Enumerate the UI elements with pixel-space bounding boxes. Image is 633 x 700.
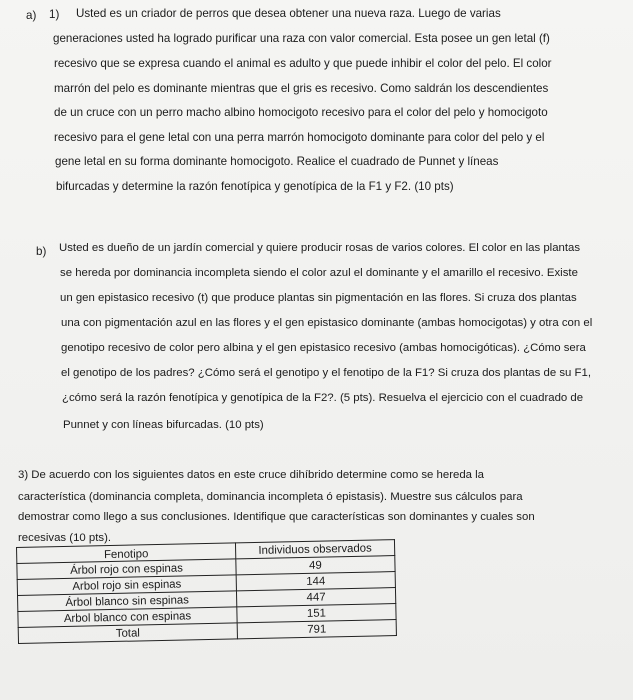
table-cell-phenotype: Árbol blanco sin espinas [18,591,237,612]
table-cell-phenotype: Arbol rojo sin espinas [17,575,236,596]
section-a-line: generaciones usted ha logrado purificar una raza con valor comercial. Esta posee un gen letal (f) [53,32,550,45]
section-b-line: ¿cómo será la razón fenotípica y genotípica de la F2?. (5 pts). Resuelva el ejercicio con el cuadrado de [62,392,584,404]
section-3-line: demostrar como llego a sus conclusiones. Identifique que características son dominantes y cuales son [18,511,535,523]
table-cell-count: 151 [237,604,396,623]
section-b-line: Punnet y con líneas bifurcadas. (10 pts) [63,419,264,431]
section-3-line: recesivas (10 pts). [18,532,112,544]
section-a-line: gene letal en su forma dominante homocigoto. Realice el cuadrado de Punnet y líneas [55,155,499,168]
section-b-line: el genotipo de los padres? ¿Cómo será el genotipo y el fenotipo de la F1? Si cruza dos plantas de su F1, [61,367,591,379]
section-b-line: una con pigmentación azul en las flores y el gen epistasico dominante (ambas homocigotas) y otra con el [61,317,593,329]
section-b-line: genotipo recesivo de color pero albina y el gen epistasico recesivo (ambas homocigóticas). ¿Cómo sera [61,342,586,354]
section-a-label: a) [26,9,37,22]
table-header-observed: Individuos observados [235,540,394,559]
section-3-line: 3) De acuerdo con los siguientes datos en este cruce dihíbrido determine como se hereda la [18,469,485,481]
section-a-line: marrón del pelo es dominante mientras que el gris es recesivo. Como saldrán los descendientes [54,82,549,95]
section-a-line: bifurcadas y determine la razón fenotípica y genotípica de la F1 y F2. (10 pts) [56,180,454,193]
phenotype-table [16,539,397,644]
section-3-line: característica (dominancia completa, dominancia incompleta ó epistasis). Muestre sus cálculos para [18,491,523,503]
table-cell-phenotype: Árbol rojo con espinas [17,559,236,580]
section-b-line: un gen epistasico recesivo (t) que produce plantas sin pigmentación en las flores. Si cruza dos plantas [60,292,577,304]
table-cell-phenotype: Arbol blanco con espinas [18,607,237,628]
section-b-line: Usted es dueño de un jardín comercial y quiere producir rosas de varios colores. El color en las plantas [59,242,581,254]
section-a-line: recesivo para el gene letal con una perra marrón homocigoto dominante para color del pelo y el [54,131,545,144]
section-a-line: Usted es un criador de perros que desea obtener una nueva raza. Luego de varias [76,7,501,20]
section-a-line: de un cruce con un perro macho albino homocigoto recesivo para el color del pelo y homocigoto [54,106,548,119]
section-b-label: b) [36,245,47,258]
table-cell-count: 144 [236,572,395,591]
table-cell-count: 49 [236,556,395,575]
table-cell-count: 791 [237,620,396,639]
table-cell-count: 447 [236,588,395,607]
table-cell-phenotype: Total [18,623,237,644]
section-b-line: se hereda por dominancia incompleta siendo el color azul el dominante y el amarillo el recesivo. Existe [60,267,578,279]
table-header-phenotype: Fenotipo [17,543,236,564]
section-a-number: 1) [49,8,60,21]
section-a-line: recesivo que se expresa cuando el animal es adulto y que puede inhibir el color del pelo. El color [54,57,552,70]
